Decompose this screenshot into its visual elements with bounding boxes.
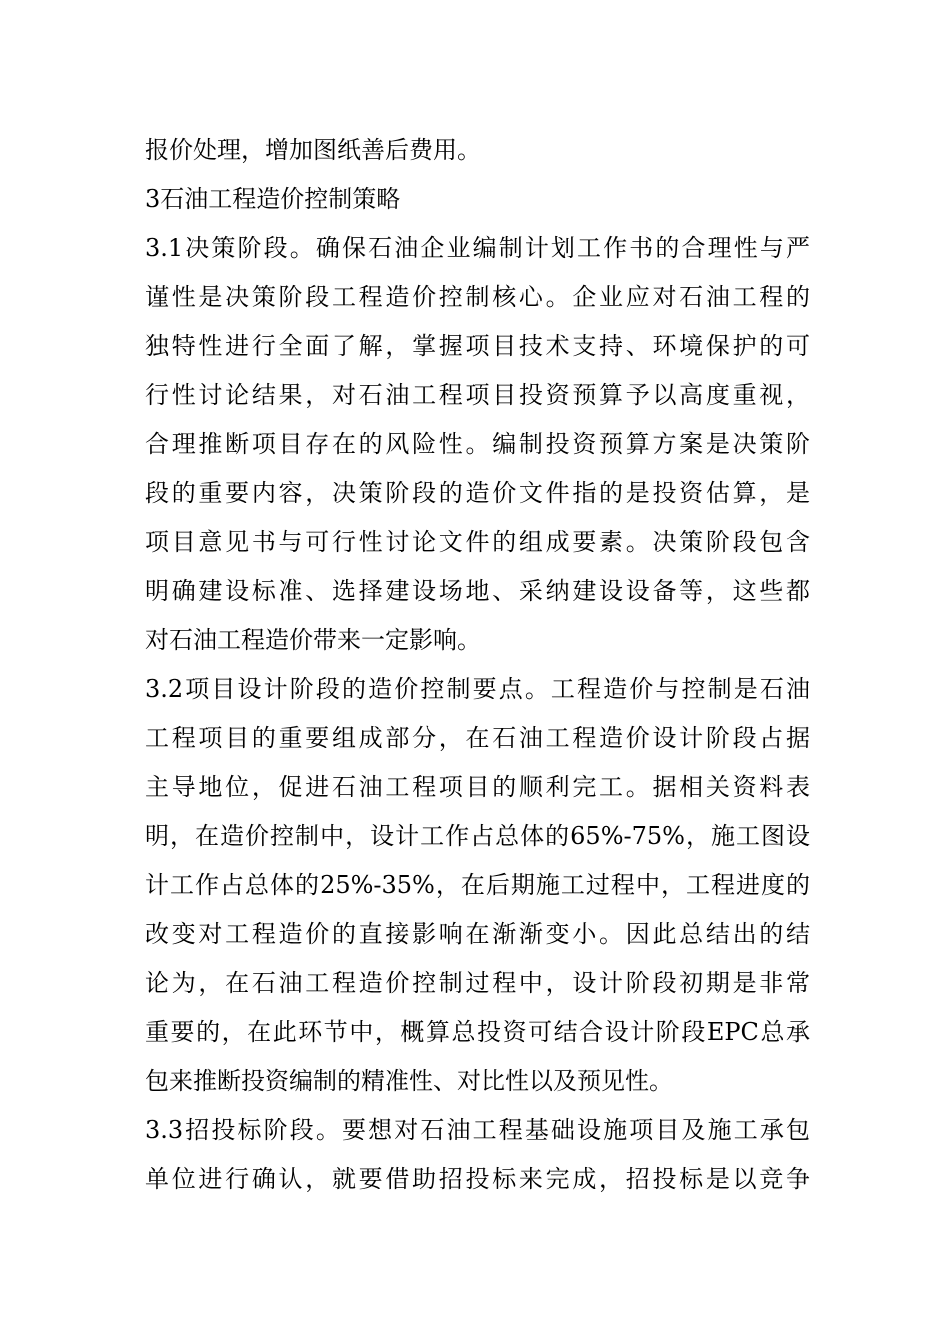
text-line: 明，在造价控制中，设计工作占总体的65%-75%，施工图设 xyxy=(145,822,810,850)
text-line: 改变对工程造价的直接影响在渐渐变小。因此总结出的结 xyxy=(145,920,810,948)
text-line: 段的重要内容，决策阶段的造价文件指的是投资估算，是 xyxy=(145,479,810,507)
text-line: 主导地位，促进石油工程项目的顺利完工。据相关资料表 xyxy=(145,773,810,801)
text-line: 3.1决策阶段。确保石油企业编制计划工作书的合理性与严 xyxy=(145,234,810,262)
text-line: 3.3招投标阶段。要想对石油工程基础设施项目及施工承包 xyxy=(145,1116,810,1144)
text-line: 计工作占总体的25%-35%，在后期施工过程中，工程进度的 xyxy=(145,871,810,899)
text-line: 重要的，在此环节中，概算总投资可结合设计阶段EPC总承 xyxy=(145,1018,810,1046)
text-line: 对石油工程造价带来一定影响。 xyxy=(145,626,481,654)
text-line: 工程项目的重要组成部分，在石油工程造价设计阶段占据 xyxy=(145,724,810,752)
text-line: 3.2项目设计阶段的造价控制要点。工程造价与控制是石油 xyxy=(145,675,810,703)
text-line: 行性讨论结果，对石油工程项目投资预算予以高度重视， xyxy=(145,381,810,409)
text-line: 合理推断项目存在的风险性。编制投资预算方案是决策阶 xyxy=(145,430,810,458)
text-line: 单位进行确认，就要借助招投标来完成，招投标是以竞争 xyxy=(145,1165,810,1193)
text-line: 明确建设标准、选择建设场地、采纳建设设备等，这些都 xyxy=(145,577,810,605)
text-line: 独特性进行全面了解，掌握项目技术支持、环境保护的可 xyxy=(145,332,810,360)
text-line: 项目意见书与可行性讨论文件的组成要素。决策阶段包含 xyxy=(145,528,810,556)
text-line: 论为，在石油工程造价控制过程中，设计阶段初期是非常 xyxy=(145,969,810,997)
text-line: 包来推断投资编制的精准性、对比性以及预见性。 xyxy=(145,1067,673,1095)
text-line: 谨性是决策阶段工程造价控制核心。企业应对石油工程的 xyxy=(145,283,810,311)
section-heading: 3石油工程造价控制策略 xyxy=(145,185,401,213)
text-line: 报价处理，增加图纸善后费用。 xyxy=(145,136,481,164)
